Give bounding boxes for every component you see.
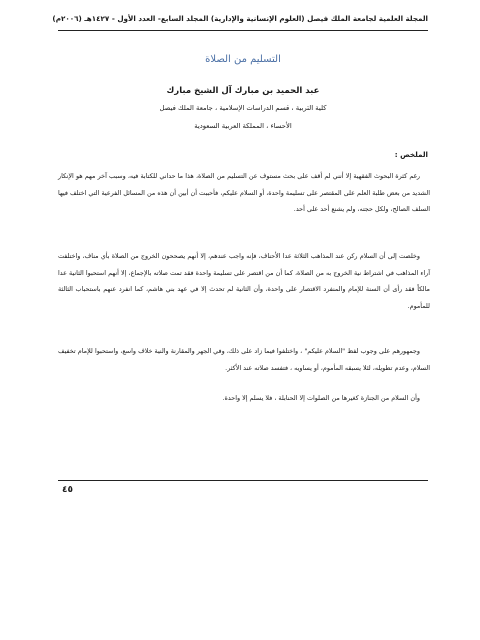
abstract-paragraph-1: رغم كثرة البحوث الفقهية إلا أنني لم أقف على بحث مستوف عن التسليم من الصلاة، هذا ما حداني للكتابة فيه، وسبب آخر مهم هو الإنكار الشديد من بعض طلبة العلم على المقتصر على تسليمة واحدة، أو السلام عليكم، فأحببت أن أبين أن هذه من المسائل الفرعية التي اختلف فيها السلف الصالح، ولكل حجته، ولم يشنع أحد على أحد. (58, 172, 430, 214)
abstract-paragraph-2: وخلصت إلى أن السلام ركن عند المذاهب الثلاثة عدا الأحناف، فإنه واجب عندهم، إلا أنهم يصححون الخروج من الصلاة بأي مناف، واختلفت آراء المذاهب في اشتراط نية الخروج به من الصلاة، كما أن من اقتصر على تسليمة واحدة فقد تمت صلاته بالإجماع، إلا أنهم استحبوا الثانية عدا مالكاً فقد رأى أن السنة للإمام والمنفرد الاقتصار على واحدة، وأن الثانية لم تحدث إلا في عهد بني هاشم، كما انفرد عنهم باستحباب الثالثة للمأموم. (58, 252, 430, 310)
abstract-paragraph-4: وأن السلام من الجنازة كغيرها من الصلوات إلا الحنابلة ، فلا يسلم إلا واحدة. (222, 394, 420, 403)
article-title: التسليم من الصلاة (205, 54, 281, 65)
author-affiliation: كلية التربية ، قسم الدراسات الإسلامية ، جامعة الملك فيصل (159, 104, 327, 112)
header-rule (58, 30, 428, 31)
abstract-label: الملخص : (394, 150, 428, 159)
author-name: عبد الحميد بن مبارك آل الشيخ مبارك (166, 86, 320, 96)
page-number: ٤٥ (62, 485, 73, 495)
abstract-paragraph-3: وجمهورهم على وجوب لفظ "السلام عليكم" ، واختلفوا فيما زاد على ذلك، وفي الجهر والمقارنة والنية خلاف واسع، واستحبوا للإمام تخفيف السلام، وعدم تطويله، لئلا يسبقه المأموم، أو يساويه ، فتفسد صلاته عند الأكثر. (58, 347, 430, 372)
author-location: الأحساء ، المملكة العربية السعودية (194, 122, 292, 130)
running-header: المجلة العلمية لجامعة الملك فيصل (العلوم الإنسانية والإدارية) المجلد السابع- العدد الأول - ١٤٢٧هـ (٢٠٠٦م) (52, 14, 428, 23)
footer-rule (58, 480, 428, 481)
